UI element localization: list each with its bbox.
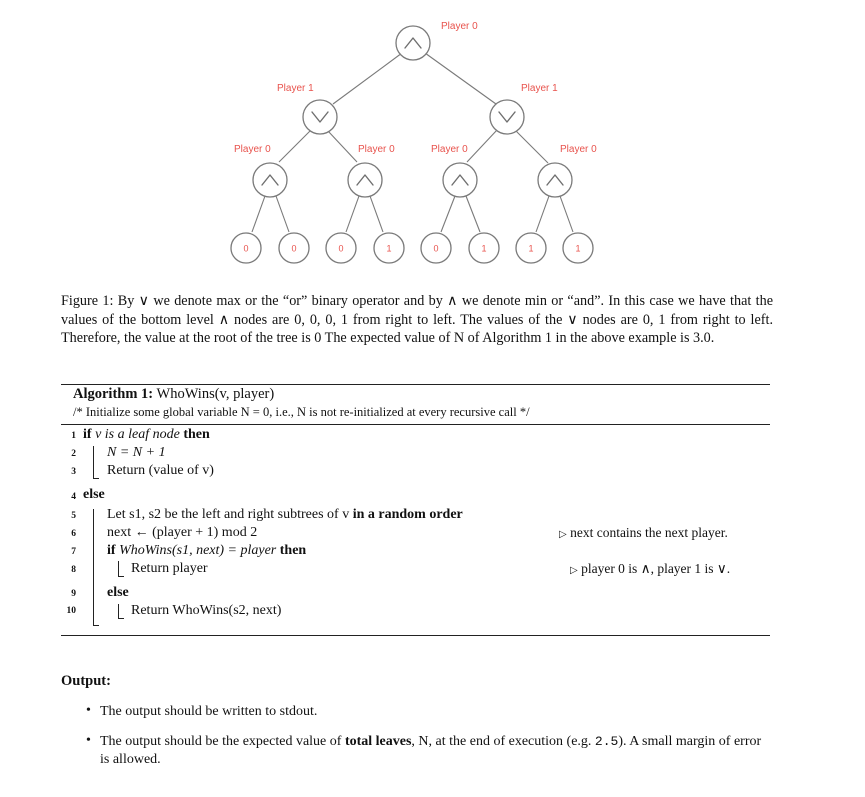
code-line-5 bbox=[107, 507, 463, 523]
edge-l2c-leaf5 bbox=[441, 196, 455, 232]
level2-and-node-1 bbox=[253, 163, 287, 197]
keyword-then: then bbox=[183, 427, 210, 442]
keyword-if: if bbox=[107, 543, 116, 558]
line-number-5: 5 bbox=[71, 511, 76, 521]
code-line-1 bbox=[83, 427, 210, 443]
level1-or-node-right bbox=[490, 100, 524, 134]
tree-edges bbox=[252, 53, 573, 232]
edge-l1a-l2b bbox=[328, 131, 357, 162]
output-heading: Output: bbox=[61, 673, 111, 689]
line-number-8: 8 bbox=[71, 565, 76, 575]
algorithm-init-comment: /* Initialize some global variable N = 0, i.e., N is not re-initialized at every recursive call */ bbox=[73, 405, 530, 419]
code-line-10: Return WhoWins(s2, next) bbox=[131, 603, 282, 618]
leaf-value-7: 1 bbox=[528, 243, 534, 254]
comment-line-6 bbox=[559, 525, 728, 541]
line-number-2: 2 bbox=[71, 449, 76, 459]
edge-l2c-leaf6 bbox=[466, 196, 480, 232]
keyword-else: else bbox=[107, 585, 129, 600]
player-label-level2-1: Player 0 bbox=[234, 144, 271, 155]
edge-l2b-leaf3 bbox=[346, 196, 359, 232]
edge-root-right bbox=[425, 53, 496, 104]
recursive-condition: WhoWins(s1, next) = player bbox=[119, 543, 277, 558]
edge-l2d-leaf7 bbox=[536, 196, 549, 232]
line-number-7: 7 bbox=[71, 547, 76, 557]
leaf-condition: v is a leaf node bbox=[95, 427, 180, 442]
code-line-6: next ← (player + 1) mod 2 bbox=[107, 525, 258, 540]
player-label-level1-right: Player 1 bbox=[521, 83, 558, 94]
leaf-value-3: 0 bbox=[338, 243, 344, 254]
comment-line-8 bbox=[570, 561, 730, 577]
line-number-6: 6 bbox=[71, 529, 76, 539]
edge-l2a-leaf2 bbox=[276, 196, 289, 232]
edge-l2d-leaf8 bbox=[560, 196, 573, 232]
line-number-1: 1 bbox=[71, 431, 76, 441]
bullet-1-marker: • bbox=[86, 703, 91, 718]
block-end-inner-else bbox=[118, 618, 124, 619]
root-and-node bbox=[396, 26, 430, 60]
keyword-if: if bbox=[83, 427, 92, 442]
bullet-2-pre: The output should be the expected value of bbox=[100, 734, 342, 749]
keyword-else: else bbox=[83, 487, 105, 502]
block-end-else bbox=[93, 625, 99, 626]
player-label-level2-4: Player 0 bbox=[560, 144, 597, 155]
edge-root-left bbox=[333, 53, 402, 104]
block-bar-else bbox=[93, 509, 94, 625]
leaf-value-8: 1 bbox=[575, 243, 581, 254]
random-order-text: in a random order bbox=[352, 507, 463, 522]
code-line-4 bbox=[83, 487, 105, 503]
level2-and-node-3 bbox=[443, 163, 477, 197]
player-label-root: Player 0 bbox=[441, 21, 478, 32]
algo-top-rule bbox=[61, 384, 770, 385]
edge-l1b-l2d bbox=[516, 131, 548, 163]
edge-l1a-l2a bbox=[279, 130, 311, 162]
figure-caption: Figure 1: By ∨ we denote max or the “or” binary operator and by ∧ we denote min or “and”. In this case we have that the values of the bottom level ∧ nodes are 0, 0, 0, 1 from right to left. The values of the ∨ nodes are 0, 1 from right to left. Therefore, the value at the root of the tree is 0 The expected value of N of Algorithm 1 in the above example is 3.0. bbox=[61, 293, 773, 346]
comment-player-ops: player 0 is ∧, player 1 is ∨. bbox=[581, 561, 731, 576]
bullet-2-code: 2.5 bbox=[594, 734, 619, 749]
algorithm-title bbox=[73, 386, 274, 403]
edge-l1b-l2c bbox=[467, 130, 497, 162]
bullet-2-marker: • bbox=[86, 733, 91, 748]
leaf-value-5: 0 bbox=[433, 243, 439, 254]
code-line-8: Return player bbox=[131, 561, 208, 576]
keyword-then: then bbox=[279, 543, 307, 558]
triangle-right-icon: ▷ bbox=[559, 529, 567, 540]
bullet-1-text: The output should be written to stdout. bbox=[100, 704, 318, 719]
block-end-inner-if bbox=[118, 576, 124, 577]
code-line-3: Return (value of v) bbox=[107, 463, 214, 478]
level2-and-node-4 bbox=[538, 163, 572, 197]
code-line-7 bbox=[107, 543, 306, 559]
leaf-value-2: 0 bbox=[291, 243, 297, 254]
edge-l2b-leaf4 bbox=[370, 196, 383, 232]
player-label-level1-left: Player 1 bbox=[277, 83, 314, 94]
subtrees-text: Let s1, s2 be the left and right subtrees of v bbox=[107, 507, 350, 522]
player-label-level2-3: Player 0 bbox=[431, 144, 468, 155]
level2-and-node-2 bbox=[348, 163, 382, 197]
algo-mid-rule bbox=[61, 424, 770, 425]
algorithm-title-name: WhoWins(v, player) bbox=[156, 386, 275, 402]
line-number-3: 3 bbox=[71, 467, 76, 477]
bullet-2-bold: total leaves bbox=[344, 734, 412, 749]
edge-l2a-leaf1 bbox=[252, 196, 265, 232]
leaf-value-6: 1 bbox=[481, 243, 487, 254]
line-number-9: 9 bbox=[71, 589, 76, 599]
leaf-value-4: 1 bbox=[386, 243, 392, 254]
line-number-4: 4 bbox=[71, 492, 76, 502]
comment-next-player: next contains the next player. bbox=[570, 525, 728, 540]
line-number-10: 10 bbox=[66, 606, 76, 616]
player-label-level2-2: Player 0 bbox=[358, 144, 395, 155]
block-bar-inner-else bbox=[118, 604, 119, 618]
algo-bottom-rule bbox=[61, 635, 770, 636]
code-line-2: N = N + 1 bbox=[107, 445, 166, 460]
game-tree-figure bbox=[0, 0, 865, 280]
algorithm-title-label: Algorithm 1: bbox=[73, 386, 154, 402]
bullet-2-mid: , N, at the end of execution (e.g. bbox=[411, 734, 592, 749]
level1-or-node-left bbox=[303, 100, 337, 134]
block-bar-if bbox=[93, 446, 94, 478]
block-end-if bbox=[93, 478, 99, 479]
bullet-2-post: ). A small margin of error is allowed. bbox=[100, 734, 762, 767]
bullet-2-text bbox=[100, 733, 772, 769]
triangle-right-icon: ▷ bbox=[570, 565, 578, 576]
code-line-9 bbox=[107, 585, 129, 601]
block-bar-inner-if bbox=[118, 561, 119, 576]
leaf-value-1: 0 bbox=[243, 243, 249, 254]
